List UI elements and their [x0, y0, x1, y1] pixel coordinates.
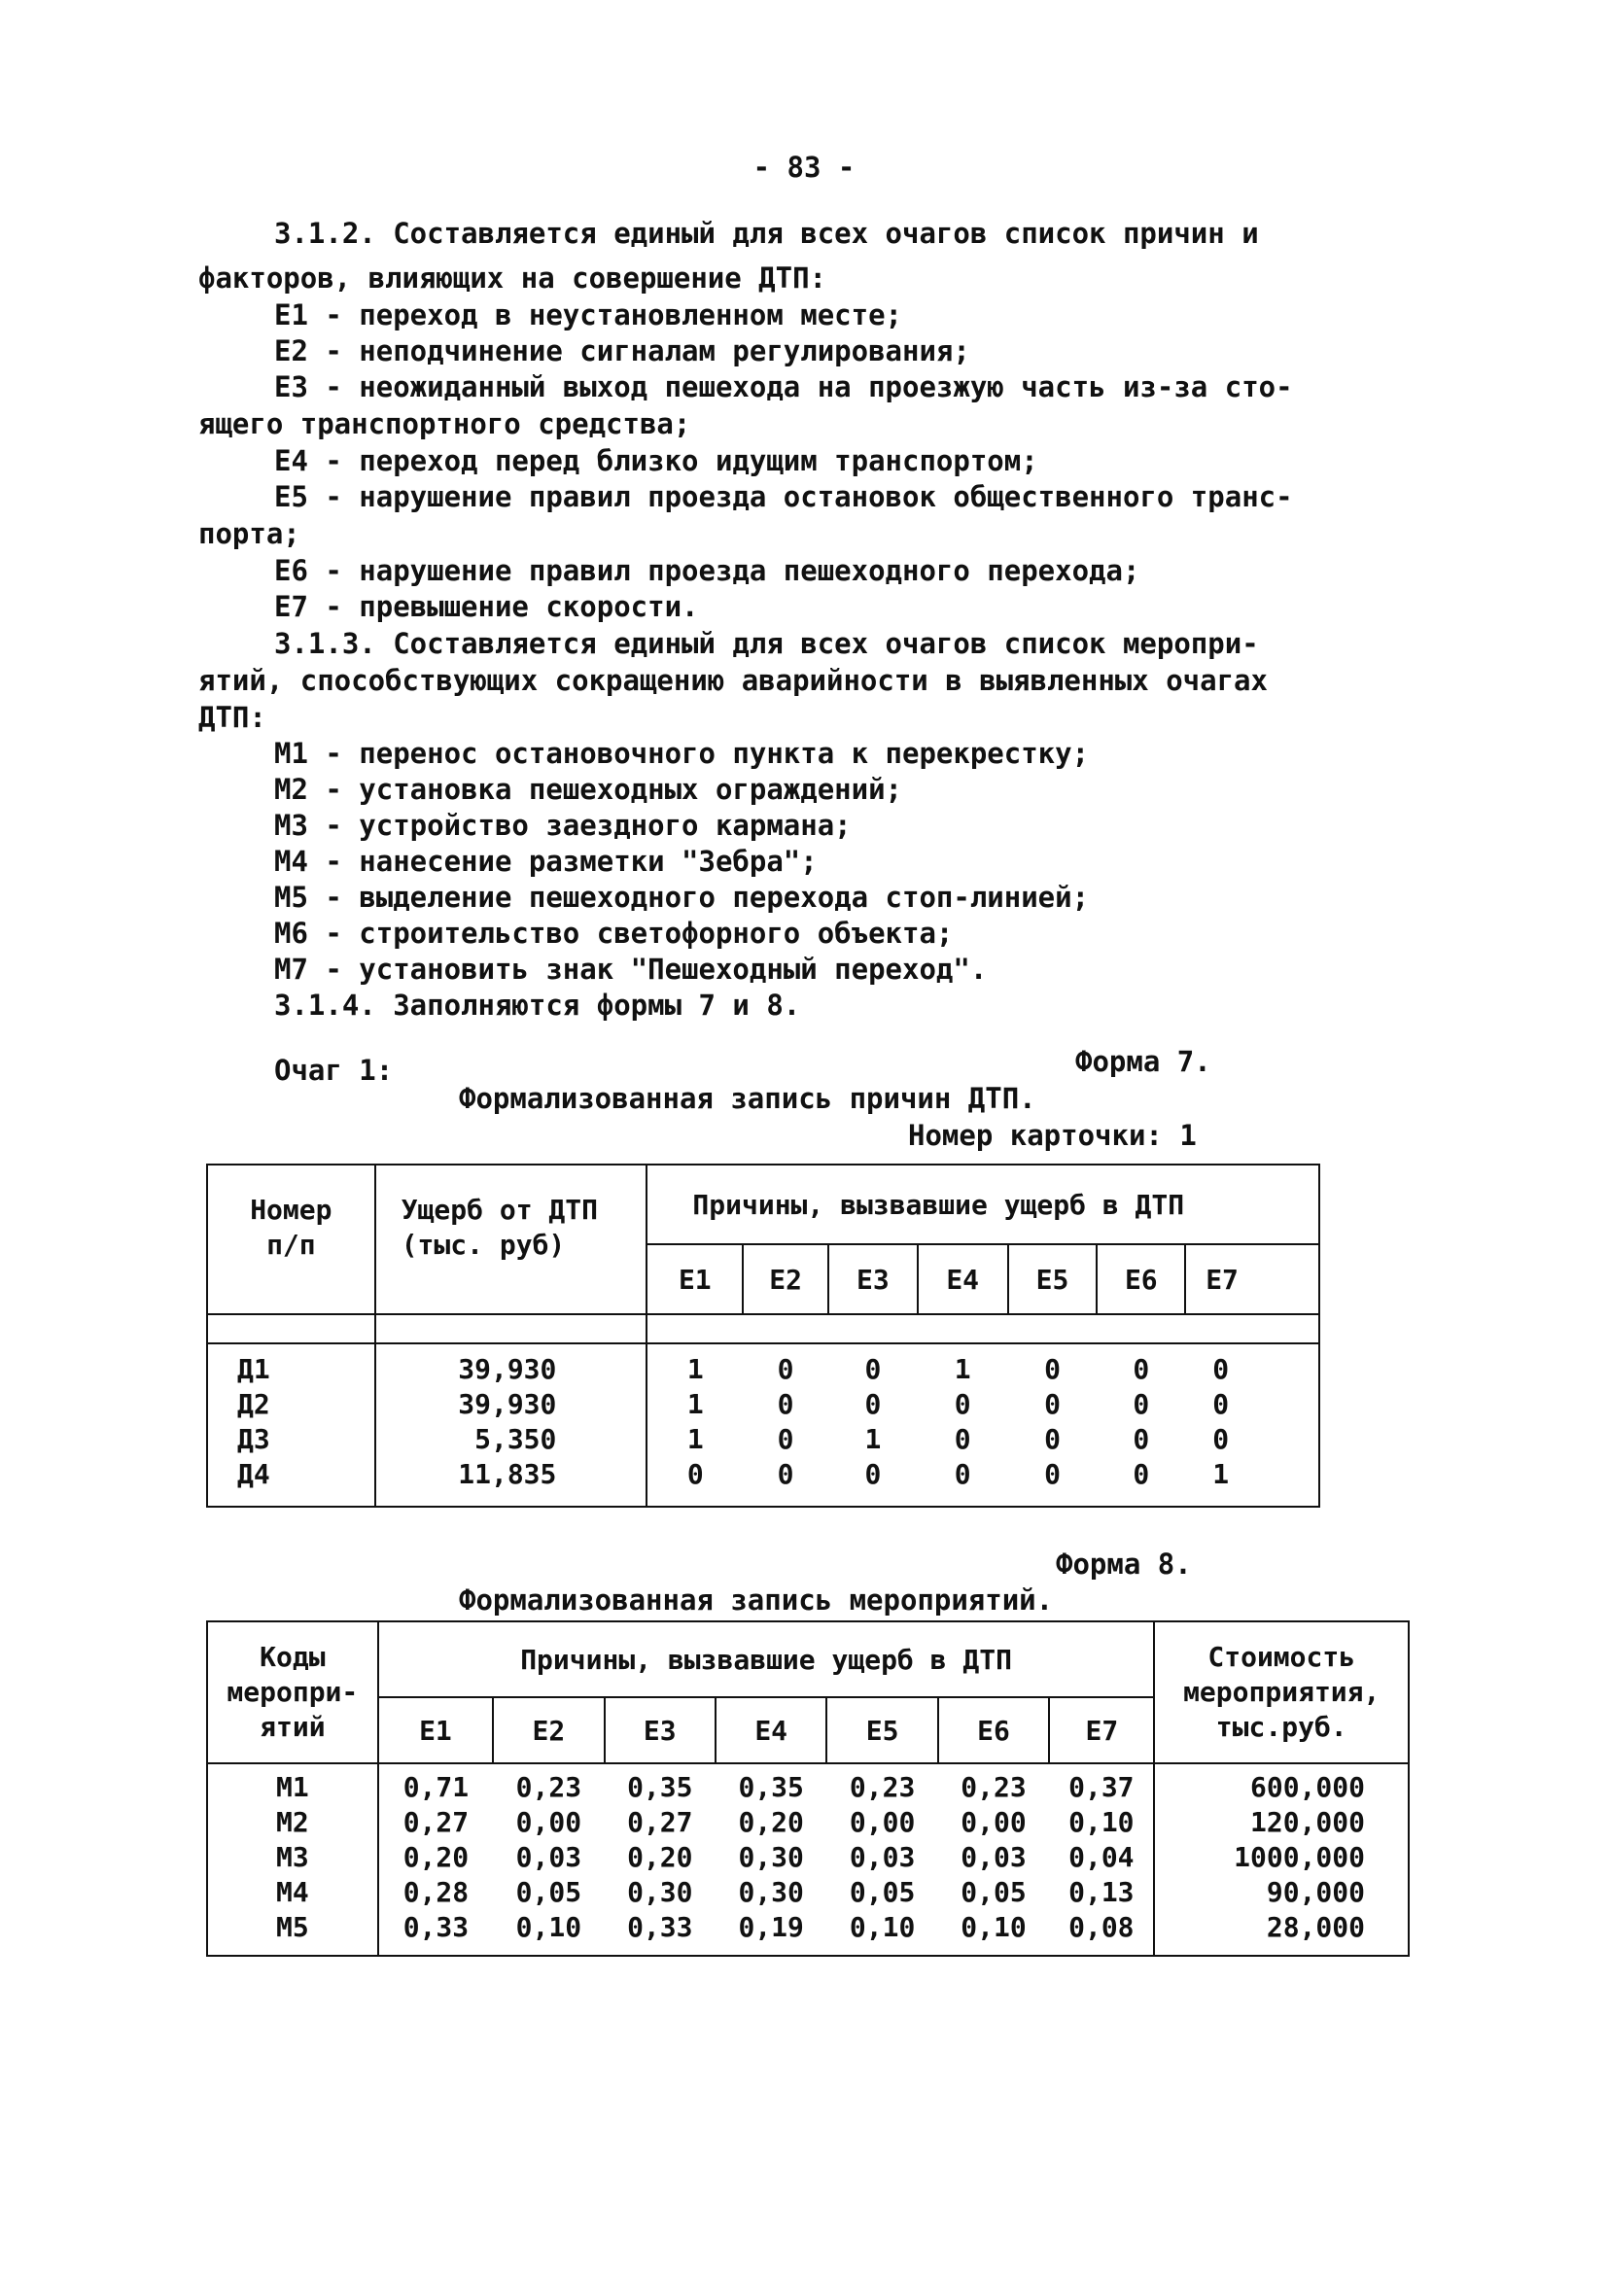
- cost-value: 90,000: [1266, 1876, 1365, 1908]
- cause-e1: Е1 - переход в неустановленном месте;: [274, 298, 903, 331]
- table-row: М3: [275, 1841, 309, 1873]
- flag-value: 0: [1133, 1353, 1150, 1385]
- damage-value: 5,350: [474, 1423, 557, 1455]
- form8-code-e2: Е2: [493, 1697, 604, 1763]
- form8-col-cost: Стоимость мероприятия, тыс.руб.: [1154, 1621, 1409, 1763]
- form8-costs: [1154, 1763, 1409, 1956]
- table-row: Д4: [237, 1458, 270, 1490]
- measure-value: 0,10: [849, 1911, 916, 1943]
- measure-value: 0,71: [402, 1771, 470, 1803]
- paragraph-3-1-2-text: 3.1.2. Составляется единый для всех очагов список причин и: [274, 217, 1259, 250]
- measure-value: 0,27: [402, 1806, 470, 1838]
- cause-e4: Е4 - переход перед близко идущим транспортом;: [274, 444, 1038, 477]
- flag-value: 0: [1212, 1388, 1230, 1420]
- paragraph-3-1-4: 3.1.4. Заполняются формы 7 и 8.: [274, 989, 801, 1022]
- flag-value: 0: [777, 1388, 794, 1420]
- flag-value: 1: [1212, 1458, 1230, 1490]
- measure-value: 0,23: [849, 1771, 916, 1803]
- flag-value: 0: [954, 1458, 971, 1490]
- table-row: М2: [275, 1806, 309, 1838]
- cause-e2: Е2 - неподчинение сигналам регулирования;: [274, 334, 970, 367]
- form8-code-e3: Е3: [605, 1697, 716, 1763]
- form7-title: Формализованная запись причин ДТП.: [459, 1082, 1036, 1115]
- measure-value: 0,33: [402, 1911, 470, 1943]
- cost-value: 1000,000: [1234, 1841, 1365, 1873]
- flag-value: 0: [1044, 1353, 1061, 1385]
- form8-e2-values: [493, 1763, 604, 1956]
- ochag-label: Очаг 1:: [274, 1054, 394, 1087]
- form8-col-causes: Причины, вызвавшие ущерб в ДТП: [378, 1621, 1155, 1697]
- flag-value: 1: [954, 1353, 971, 1385]
- form8-e6-values: [938, 1763, 1049, 1956]
- form7-code-e5: Е5: [1008, 1244, 1098, 1314]
- form7-damages: [375, 1343, 647, 1507]
- form8-table: [206, 1620, 1410, 1957]
- measure-value: 0,30: [738, 1841, 804, 1873]
- form8-e7-values: [1049, 1763, 1154, 1956]
- measure-m7: М7 - установить знак "Пешеходный переход".: [274, 953, 988, 986]
- form8-code-e6: Е6: [938, 1697, 1049, 1763]
- cause-e7: Е7 - превышение скорости.: [274, 590, 699, 623]
- measure-value: 0,20: [627, 1841, 693, 1873]
- table-row: Д3: [237, 1423, 270, 1455]
- damage-value: 39,930: [458, 1353, 557, 1385]
- measure-value: 0,35: [627, 1771, 693, 1803]
- measure-value: 0,23: [961, 1771, 1027, 1803]
- flag-value: 0: [864, 1388, 882, 1420]
- form7-code-e3: Е3: [828, 1244, 918, 1314]
- form8-code-e4: Е4: [716, 1697, 826, 1763]
- form7-e6-values: [1097, 1343, 1185, 1507]
- form7-row-ids: [207, 1343, 375, 1507]
- measure-value: 0,00: [515, 1806, 582, 1838]
- form8-code-e5: Е5: [826, 1697, 937, 1763]
- measure-value: 0,19: [738, 1911, 804, 1943]
- flag-value: 0: [1212, 1423, 1230, 1455]
- table-row: Д1: [237, 1353, 270, 1385]
- cost-value: 28,000: [1266, 1911, 1365, 1943]
- measure-value: 0,30: [738, 1876, 804, 1908]
- flag-value: 0: [1212, 1353, 1230, 1385]
- form8-label: Форма 8.: [1056, 1548, 1192, 1581]
- flag-value: 0: [777, 1353, 794, 1385]
- form7-code-e6: Е6: [1097, 1244, 1185, 1314]
- measure-m4: М4 - нанесение разметки "Зебра";: [274, 845, 818, 878]
- form7-code-e1: Е1: [647, 1244, 743, 1314]
- flag-value: 0: [777, 1458, 794, 1490]
- flag-value: 0: [1133, 1423, 1150, 1455]
- form7-e1-values: [647, 1343, 743, 1507]
- flag-value: 1: [686, 1388, 704, 1420]
- table-row: М4: [275, 1876, 309, 1908]
- form7-code-e7: Е7: [1185, 1244, 1319, 1314]
- form7-code-e4: Е4: [918, 1244, 1008, 1314]
- measure-value: 0,03: [849, 1841, 916, 1873]
- form8-row-ids: [207, 1763, 378, 1956]
- form8-e4-values: [716, 1763, 826, 1956]
- measure-m2: М2 - установка пешеходных ограждений;: [274, 773, 903, 806]
- measure-value: 0,10: [1068, 1806, 1135, 1838]
- flag-value: 0: [954, 1423, 971, 1455]
- flag-value: 0: [1044, 1458, 1061, 1490]
- measure-m3: М3 - устройство заездного кармана;: [274, 809, 852, 842]
- flag-value: 1: [864, 1423, 882, 1455]
- measure-value: 0,37: [1068, 1771, 1135, 1803]
- flag-value: 0: [864, 1458, 882, 1490]
- table-row: М5: [275, 1911, 309, 1943]
- form7-code-e2: Е2: [743, 1244, 828, 1314]
- measure-value: 0,13: [1068, 1876, 1135, 1908]
- form7-e2-values: [743, 1343, 828, 1507]
- form7-table: [206, 1164, 1320, 1508]
- measure-value: 0,05: [515, 1876, 582, 1908]
- measure-value: 0,20: [738, 1806, 804, 1838]
- cause-e3-line1: Е3 - неожиданный выход пешехода на проезжую часть из-за сто-: [274, 370, 1293, 403]
- flag-value: 0: [686, 1458, 704, 1490]
- form7-e3-values: [828, 1343, 918, 1507]
- measure-value: 0,30: [627, 1876, 693, 1908]
- measure-value: 0,05: [961, 1876, 1027, 1908]
- form8-e3-values: [605, 1763, 716, 1956]
- measure-value: 0,10: [961, 1911, 1027, 1943]
- paragraph-3-1-3-line2: ятий, способствующих сокращению аварийности в выявленных очагах: [198, 664, 1268, 697]
- flag-value: 1: [686, 1353, 704, 1385]
- flag-value: 0: [777, 1423, 794, 1455]
- flag-value: 1: [686, 1423, 704, 1455]
- form8-title: Формализованная запись мероприятий.: [459, 1583, 1054, 1617]
- table-row: Д2: [237, 1388, 270, 1420]
- flag-value: 0: [864, 1353, 882, 1385]
- cost-value: 120,000: [1249, 1806, 1365, 1838]
- paragraph-3-1-3-line3: ДТП:: [198, 701, 266, 734]
- cause-e6: Е6 - нарушение правил проезда пешеходного перехода;: [274, 554, 1140, 587]
- damage-value: 11,835: [458, 1458, 557, 1490]
- measure-value: 0,03: [515, 1841, 582, 1873]
- table-row: М1: [275, 1771, 309, 1803]
- measure-value: 0,33: [627, 1911, 693, 1943]
- measure-value: 0,27: [627, 1806, 693, 1838]
- measure-value: 0,04: [1068, 1841, 1135, 1873]
- card-number: Номер карточки: 1: [908, 1119, 1197, 1152]
- damage-value: 39,930: [458, 1388, 557, 1420]
- flag-value: 0: [1044, 1423, 1061, 1455]
- form7-col-damage: Ущерб от ДТП (тыс. руб): [375, 1165, 647, 1314]
- cause-e5-line1: Е5 - нарушение правил проезда остановок общественного транс-: [274, 480, 1293, 513]
- cause-e5-line2: порта;: [198, 517, 300, 550]
- measure-m6: М6 - строительство светофорного объекта;: [274, 917, 954, 950]
- form7-e4-values: [918, 1343, 1008, 1507]
- form7-e7-values: [1185, 1343, 1319, 1507]
- form7-label: Форма 7.: [1075, 1045, 1211, 1078]
- form8-e1-values: [378, 1763, 493, 1956]
- form8-e5-values: [826, 1763, 937, 1956]
- measure-value: 0,03: [961, 1841, 1027, 1873]
- flag-value: 0: [1133, 1458, 1150, 1490]
- cost-value: 600,000: [1249, 1771, 1365, 1803]
- measure-value: 0,20: [402, 1841, 470, 1873]
- measure-m5: М5 - выделение пешеходного перехода стоп-линией;: [274, 881, 1090, 914]
- cause-e3-line2: ящего транспортного средства;: [198, 407, 691, 440]
- flag-value: 0: [1133, 1388, 1150, 1420]
- form7-col-number: Номер п/п: [207, 1165, 375, 1314]
- flag-value: 0: [1044, 1388, 1061, 1420]
- measure-m1: М1 - перенос остановочного пункта к перекрестку;: [274, 737, 1090, 770]
- measure-value: 0,05: [849, 1876, 916, 1908]
- measure-value: 0,00: [961, 1806, 1027, 1838]
- form8-code-e7: Е7: [1049, 1697, 1154, 1763]
- form7-col-causes: Причины, вызвавшие ущерб в ДТП: [647, 1165, 1319, 1244]
- form8-code-e1: Е1: [378, 1697, 493, 1763]
- form7-e5-values: [1008, 1343, 1098, 1507]
- paragraph-3-1-2-line1: [274, 216, 1380, 251]
- page-number: - 83 -: [752, 151, 856, 184]
- paragraph-3-1-3-line1: 3.1.3. Составляется единый для всех очагов список меропри-: [274, 627, 1259, 660]
- measure-value: 0,23: [515, 1771, 582, 1803]
- form8-col-codes: Коды меропри- ятий: [207, 1621, 378, 1763]
- measure-value: 0,28: [402, 1876, 470, 1908]
- measure-value: 0,08: [1068, 1911, 1135, 1943]
- paragraph-3-1-2-line2: факторов, влияющих на совершение ДТП:: [198, 261, 827, 295]
- flag-value: 0: [954, 1388, 971, 1420]
- measure-value: 0,10: [515, 1911, 582, 1943]
- measure-value: 0,00: [849, 1806, 916, 1838]
- measure-value: 0,35: [738, 1771, 804, 1803]
